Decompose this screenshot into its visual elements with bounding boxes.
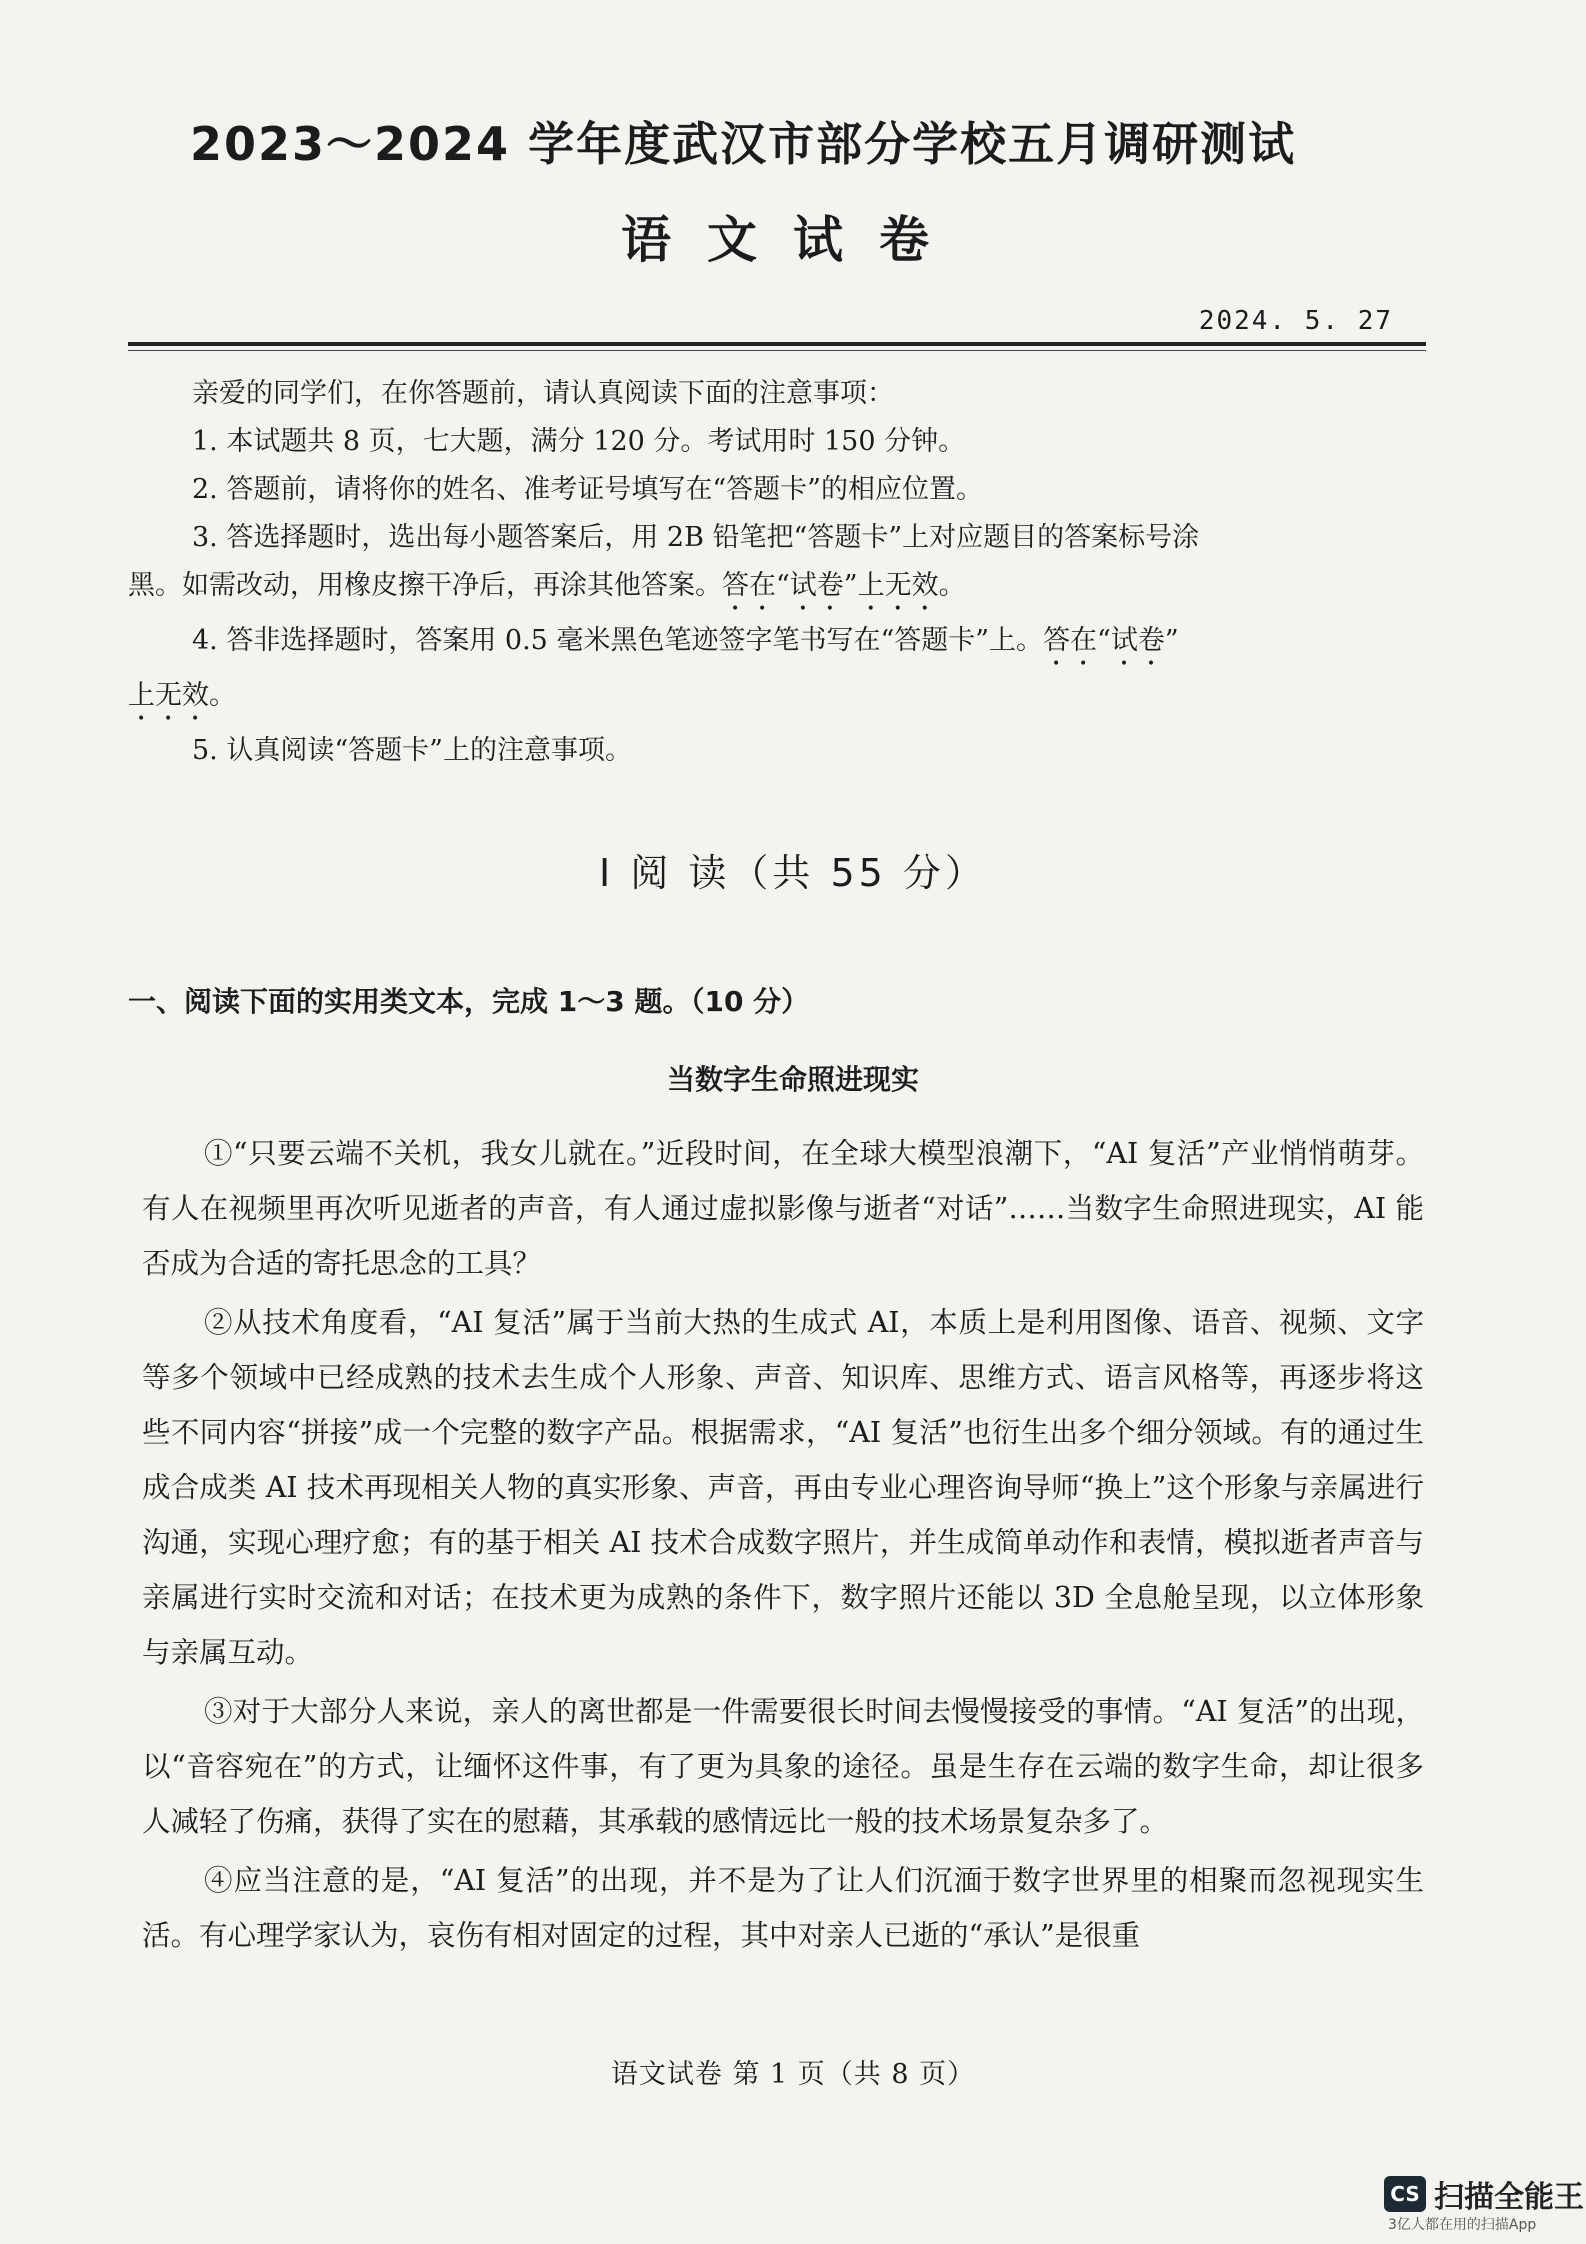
exam-date: 2024. 5. 27 xyxy=(1198,306,1393,336)
section-title: Ⅰ 阅 读（共 55 分） xyxy=(599,851,987,895)
camscanner-logo-icon: CS xyxy=(1384,2176,1426,2212)
instruction-5: 5. 认真阅读“答题卡”上的注意事项。 xyxy=(192,735,632,766)
article-body xyxy=(142,1126,1424,1967)
article-paragraph-4: ④应当注意的是，“AI 复活”的出现，并不是为了让人们沉湎于数字世界里的相聚而忽视现实生活。有心理学家认为，哀伤有相对固定的过程，其中对亲人已逝的“承认”是很重 xyxy=(142,1864,1424,1952)
article-title: 当数字生命照进现实 xyxy=(666,1063,919,1096)
header-divider-thin xyxy=(128,350,1426,351)
instructions xyxy=(128,370,1428,775)
article-paragraph-2: ②从技术角度看，“AI 复活”属于当前大热的生成式 AI，本质上是利用图像、语音、视频、文字等多个领域中已经成熟的技术去生成个人形象、声音、知识库、思维方式、语言风格等，再逐步将这些不同内容“拼接”成一个完整的数字产品。根据需求，“AI 复活”也衍生出多个细分领域。有的通过生成合成类 AI 技术再现相关人物的真实形象、声音，再由专业心理咨询导师“换上”这个形象与亲属进行沟通，实现心理疗愈；有的基于相关 AI 技术合成数字照片，并生成简单动作和表情，模拟逝者声音与亲属进行实时交流和对话；在技术更为成熟的条件下，数字照片还能以 3D 全息舱呈现，以立体形象与亲属互动。 xyxy=(142,1306,1424,1669)
question-header: 一、阅读下面的实用类文本，完成 1～3 题。（10 分） xyxy=(128,985,810,1018)
scanner-brand-name: 扫描全能王 xyxy=(1434,2180,1584,2215)
header-divider-thick xyxy=(128,342,1426,346)
page-footer: 语文试卷 第 1 页（共 8 页） xyxy=(610,2059,976,2090)
scanner-tagline: 3亿人都在用的扫描App xyxy=(1388,2217,1537,2233)
instruction-4-line2 xyxy=(128,672,1428,727)
instruction-2: 2. 答题前，请将你的姓名、准考证号填写在“答题卡”的相应位置。 xyxy=(192,474,983,505)
instruction-4-text: 4. 答非选择题时，答案用 0.5 毫米黑色笔迹签字笔书写在“答题卡”上。 xyxy=(192,625,1044,656)
exam-subtitle: 语文试卷 xyxy=(621,211,965,269)
instruction-3-emphasis: 答在“试卷”上无效。 xyxy=(722,570,966,601)
article-paragraph-1: ①“只要云端不关机，我女儿就在。”近段时间，在全球大模型浪潮下，“AI 复活”产业悄悄萌芽。有人在视频里再次听见逝者的声音，有人通过虚拟影像与逝者“对话”……当数字生命照进现实，AI 能否成为合适的寄托思念的工具？ xyxy=(142,1137,1424,1280)
instruction-1: 1. 本试题共 8 页，七大题，满分 120 分。考试用时 150 分钟。 xyxy=(192,426,966,457)
instructions-intro: 亲爱的同学们，在你答题前，请认真阅读下面的注意事项： xyxy=(192,378,894,409)
instruction-4-line1 xyxy=(128,617,1428,672)
instruction-4-emphasis-a: 答在“试卷” xyxy=(1043,625,1179,656)
instruction-3-text: 黑。如需改动，用橡皮擦干净后，再涂其他答案。 xyxy=(128,570,722,601)
instruction-3-line2 xyxy=(128,562,1428,617)
article-paragraph-3: ③对于大部分人来说，亲人的离世都是一件需要很长时间去慢慢接受的事情。“AI 复活”的出现，以“音容宛在”的方式，让缅怀这件事，有了更为具象的途径。虽是生存在云端的数字生命，却让很多人减轻了伤痛，获得了实在的慰藉，其承载的感情远比一般的技术场景复杂多了。 xyxy=(142,1695,1424,1838)
instruction-3-line1: 3. 答选择题时，选出每小题答案后，用 2B 铅笔把“答题卡”上对应题目的答案标号涂 xyxy=(192,522,1200,553)
instruction-4-emphasis-b: 上无效。 xyxy=(128,680,236,711)
exam-title: 2023～2024 学年度武汉市部分学校五月调研测试 xyxy=(190,117,1297,171)
scanner-watermark xyxy=(1384,2172,1584,2216)
